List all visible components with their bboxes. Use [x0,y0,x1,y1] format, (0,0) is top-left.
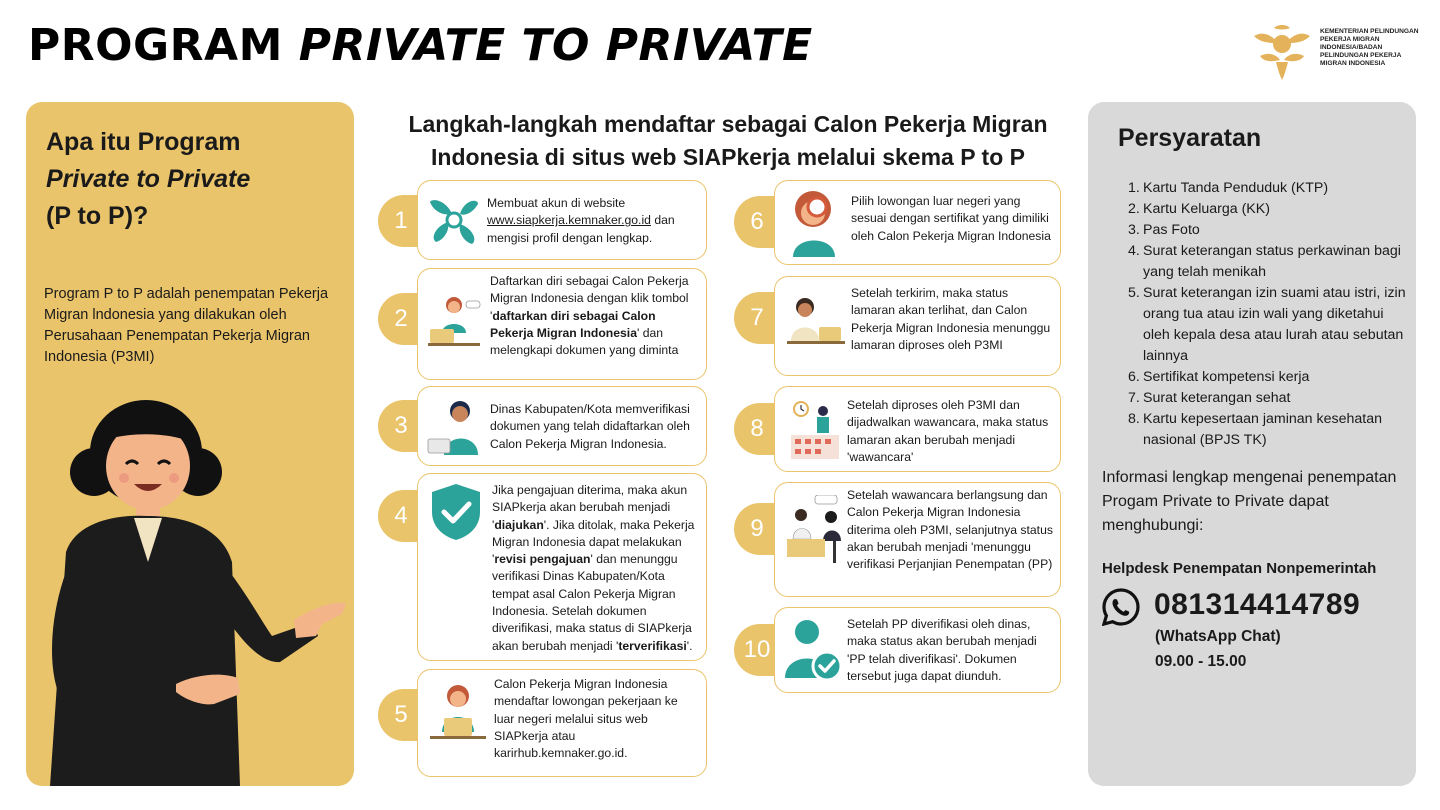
step-text: Daftarkan diri sebagai Calon Pekerja Migran Indonesia dengan klik tombol 'daftarkan diri sebagai Calon Pekerja Migran Indonesia' dan melengkapi dokumen yang diminta [490,274,689,358]
step-number: 7 [734,292,794,344]
step-number: 3 [378,400,438,452]
step-text: Calon Pekerja Migran Indonesia mendaftar lowongan pekerjaan ke luar negeri melalui situs web SIAPkerja atau karirhub.kemnaker.go.id. [494,677,678,761]
step-card [774,607,1061,693]
job-interview-icon [785,495,849,565]
requirement-item: 5. Surat keterangan izin suami atau istri, izin orang tua atau izin wali yang diketahui oleh kepala desa atau lurah atau sebutan lainnya [1128,285,1406,364]
ministry-emblem-icon [1250,22,1314,82]
step-text: Membuat akun di website www.siapkerja.kemnaker.go.id dan mengisi profil dengan lengkap. [487,196,675,245]
logo-text: KEMENTERIAN PELINDUNGAN PEKERJA MIGRAN INDONESIA/BADAN PELINDUNGAN PEKERJA MIGRAN INDONESIA [1320,28,1419,67]
ministry-logo [1250,22,1420,82]
step-card [417,268,707,380]
step-card [417,180,707,260]
siapkerja-link[interactable]: www.siapkerja.kemnaker.go.id [487,213,651,228]
requirement-item: 6. Sertifikat kompetensi kerja [1128,369,1310,385]
step-number: 1 [378,195,438,247]
woman-magnifier-icon [785,187,845,259]
title-italic: PRIVATE TO PRIVATE [298,20,813,71]
requirement-item: 8. Kartu kepesertaan jaminan kesehatan nasional (BPJS TK) [1128,411,1382,448]
helpdesk-phone[interactable]: 081314414789 [1154,588,1361,621]
step-number: 5 [378,689,438,741]
requirements-panel [1088,102,1416,786]
step-text: Setelah wawancara berlangsung dan Calon Pekerja Migran Indonesia diterima oleh P3MI, selanjutnya status akan berubah menjadi 'menunggu verifikasi Perjanjian Penempatan (PP) [847,488,1053,572]
requirements-heading: Persyaratan [1118,124,1262,152]
requirements-list [1128,178,1408,451]
shield-check-icon [430,482,482,542]
step-text: Jika pengajuan diterima, maka akun SIAPkerja akan berubah menjadi 'diajukan'. Jika ditolak, maka Pekerja Migran Indonesia dapat melakukan 'revisi pengajuan' dan menunggu verifikasi Dinas Kabupaten/Kota tempat asal Calon Pekerja Migran Indonesia. Setelah dokumen diverifikasi, maka status di SIAPkerja akan berubah menjadi 'terverifikasi'. [492,483,695,653]
step-number: 8 [734,403,794,455]
calendar-schedule-icon [787,397,843,463]
requirement-item: 1. Kartu Tanda Penduduk (KTP) [1128,180,1329,196]
step-text: Setelah terkirim, maka status lamaran akan terlihat, dan Calon Pekerja Migran Indonesia menunggu lamaran diproses oleh P3MI [851,286,1051,352]
step-card [774,276,1061,376]
woman-laptop-icon [426,293,484,349]
title-plain: PROGRAM [28,20,283,71]
contact-info: Informasi lengkap mengenai penempatan Progam Private to Private dapat menghubungi: [1102,469,1397,534]
helpdesk-label: Helpdesk Penempatan Nonpemerintah [1102,560,1377,577]
requirement-item: 4. Surat keterangan status perkawinan bagi yang telah menikah [1128,243,1401,280]
requirement-item: 7. Surat keterangan sehat [1128,390,1291,406]
step-text: Pilih lowongan luar negeri yang sesuai dengan sertifikat yang dimiliki oleh Calon Pekerja Migran Indonesia [851,194,1051,243]
step-text: Setelah diproses oleh P3MI dan dijadwalkan wawancara, maka status lamaran akan berubah menjadi 'wawancara' [847,398,1049,464]
worker-at-desk-icon [785,295,847,347]
steps-title: Langkah-langkah mendaftar sebagai Calon Pekerja Migran Indonesia di situs web SIAPkerja melalui skema P to P [408,111,1048,170]
step-text: Dinas Kabupaten/Kota memverifikasi dokumen yang telah didaftarkan oleh Calon Pekerja Migran Indonesia. [490,402,690,451]
service-hours: 09.00 - 15.00 [1155,653,1247,670]
step-number: 2 [378,293,438,345]
intro-panel [26,102,354,786]
requirement-item: 2. Kartu Keluarga (KK) [1128,201,1270,217]
step-number: 6 [734,196,794,248]
intro-heading-line3: (P to P)? [46,202,149,230]
requirement-item: 3. Pas Foto [1128,222,1200,238]
intro-heading [46,124,250,235]
step-card [417,669,707,777]
step-card [774,482,1061,597]
whatsapp-chat-label: (WhatsApp Chat) [1155,628,1281,645]
step-card [417,473,707,661]
user-verified-icon [783,616,845,682]
step-number: 9 [734,503,794,555]
page-title [28,20,813,71]
step-text: Setelah PP diverifikasi oleh dinas, maka status akan berubah menjadi 'PP telah diverifikasi'. Dokumen tersebut juga dapat diunduh. [847,617,1037,683]
step-card [417,386,707,466]
intro-heading-line2: Private to Private [46,165,251,193]
woman-at-laptop-icon [428,682,488,744]
step-card [774,180,1061,265]
officer-verifying-icon [424,397,486,457]
intro-heading-line1: Apa itu Program [46,128,241,156]
whatsapp-icon [1102,588,1140,626]
step-number: 10 [734,624,794,676]
step-number: 4 [378,490,438,542]
presenter-woman-illustration [26,392,354,786]
intro-body: Program P to P adalah penempatan Pekerja Migran lndonesia yang dilakukan oleh Perusahaan Penempatan Pekerja Migran Indonesia (P3MI) [44,286,329,365]
step-card [774,386,1061,472]
siapkerja-logo-icon [426,192,482,248]
